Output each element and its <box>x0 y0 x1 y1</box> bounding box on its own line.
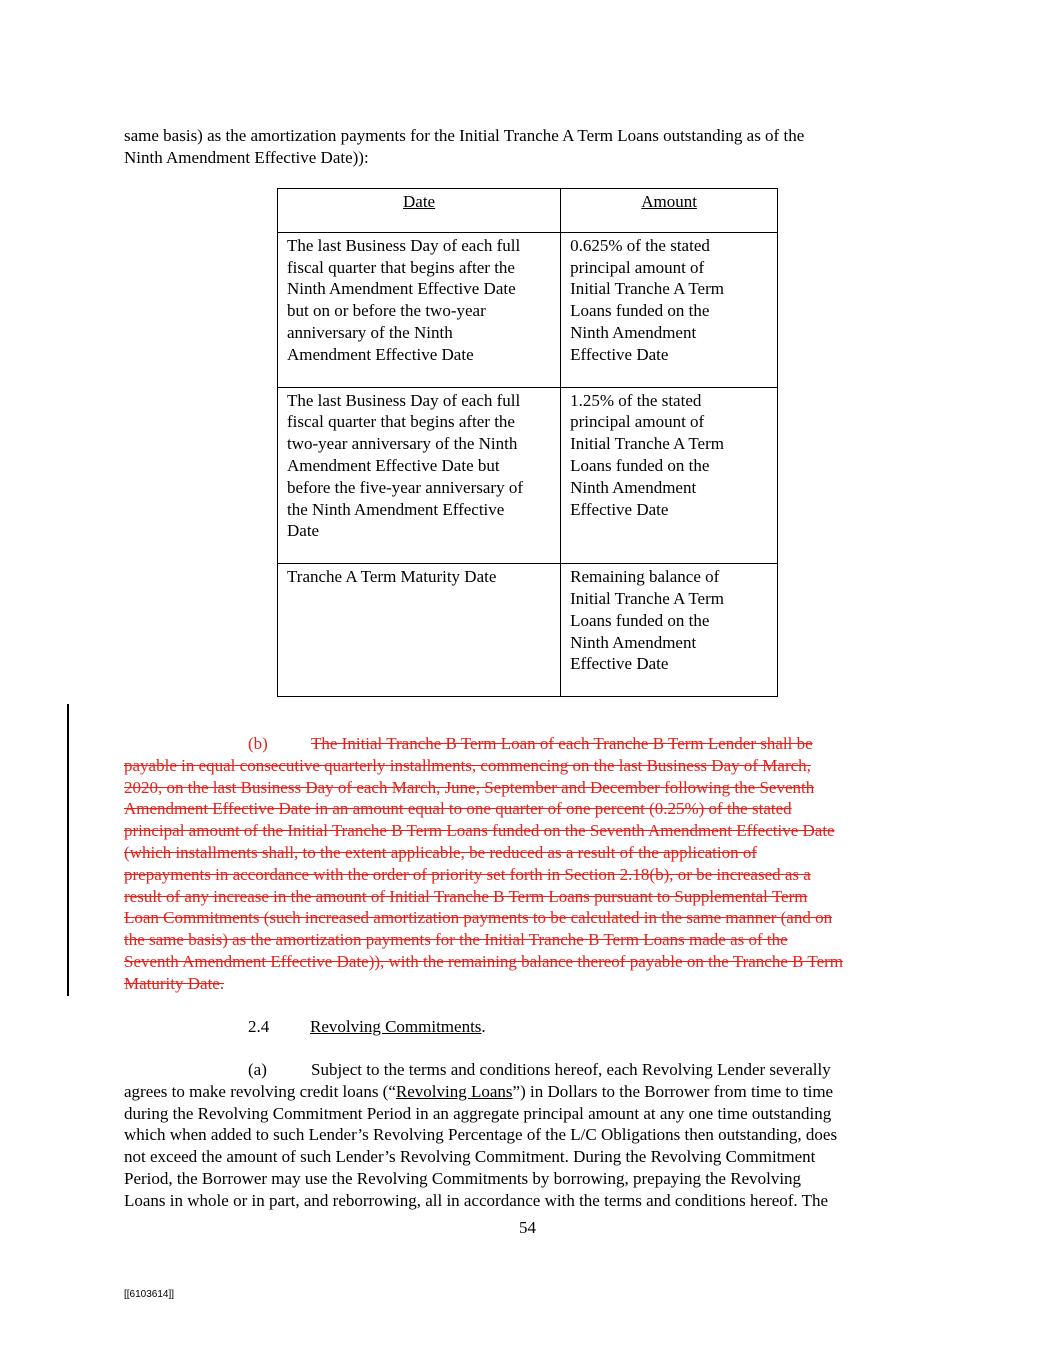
amount-cell: 0.625% of the stated principal amount of Initial Tranche A Term Loans funded on the Ninth Amendment Effective Date <box>561 232 778 387</box>
date-column-header: Date <box>278 189 561 233</box>
date-cell: The last Business Day of each full fiscal quarter that begins after the Ninth Amendment Effective Date but on or before the two-year anniversary of the Ninth Amendment Effective Date <box>278 232 561 387</box>
amount-cell: 1.25% of the stated principal amount of Initial Tranche A Term Loans funded on the Ninth Amendment Effective Date <box>561 387 778 564</box>
date-cell: The last Business Day of each full fiscal quarter that begins after the two-year anniversary of the Ninth Amendment Effective Date but before the five-year anniversary of the Ninth Amendment Effective Date <box>278 387 561 564</box>
table-row <box>278 387 778 564</box>
table-row <box>278 564 778 697</box>
date-cell: Tranche A Term Maturity Date <box>278 564 561 697</box>
intro-paragraph <box>124 125 804 169</box>
section-title: Revolving Commitments <box>310 1017 482 1036</box>
paragraph-marker: (b) <box>248 734 268 753</box>
intro-line: same basis) as the amortization payments for the Initial Tranche A Term Loans outstanding as of the <box>124 126 805 145</box>
deleted-paragraph-b: (b) The Initial Tranche B Term Loan of each Tranche B Term Lender shall be payable in equal consecutive quarterly installments, commencing on the last Business Day of March, 2020, on the last Business Day of each March, June, September and December following the Seventh Amendment Effective Date in an amount equal to one quarter of one percent (0.25%) of the stated principal amount of the Initial Tranche B Term Loans funded on the Seventh Amendment Effective Date (which installments shall, to the extent applicable, be reduced as a result of the application of prepayments in accordance with the order of priority set forth in Section 2.18(b), or be increased as a result of any increase in the amount of Initial Tranche B Term Loans pursuant to Supplemental Term Loan Commitments (such increased amortization payments to be calculated in the same manner (and on the same basis) as the amortization payments for the Initial Tranche B Term Loans made as of the Seventh Amendment Effective Date)), with the remaining balance thereof payable on the Tranche B Term Maturity Date. <box>124 734 844 993</box>
amortization-table <box>277 188 778 697</box>
section-number: 2.4 <box>248 1017 270 1036</box>
amount-column-header: Amount <box>561 189 778 233</box>
paragraph-marker: (a) <box>248 1060 267 1079</box>
defined-term: Revolving Loans <box>395 1081 513 1101</box>
section-heading: 2.4 Revolving Commitments. <box>248 1017 486 1036</box>
revision-change-bar <box>67 704 69 996</box>
paragraph-a: (a) Subject to the terms and conditions hereof, each Revolving Lender severally agrees to make revolving credit loans (“Revolving Loans”) in Dollars to the Borrower from time to time during the Revolving Commitment Period in an aggregate principal amount at any one time outstanding which when added to such Lender’s Revolving Percentage of the L/C Obligations then outstanding, does not exceed the amount of such Lender’s Revolving Commitment. During the Revolving Commitment Period, the Borrower may use the Revolving Commitments by borrowing, prepaying the Revolving Loans in whole or in part, and reborrowing, all in accordance with the terms and conditions hereof. The <box>124 1060 838 1210</box>
table-row <box>278 232 778 387</box>
table-header-row <box>278 189 778 233</box>
document-id: [[6103614]] <box>124 1289 175 1300</box>
amount-cell: Remaining balance of Initial Tranche A Term Loans funded on the Ninth Amendment Effective Date <box>561 564 778 697</box>
page-number: 54 <box>519 1218 536 1237</box>
intro-line: Ninth Amendment Effective Date)): <box>124 147 369 167</box>
